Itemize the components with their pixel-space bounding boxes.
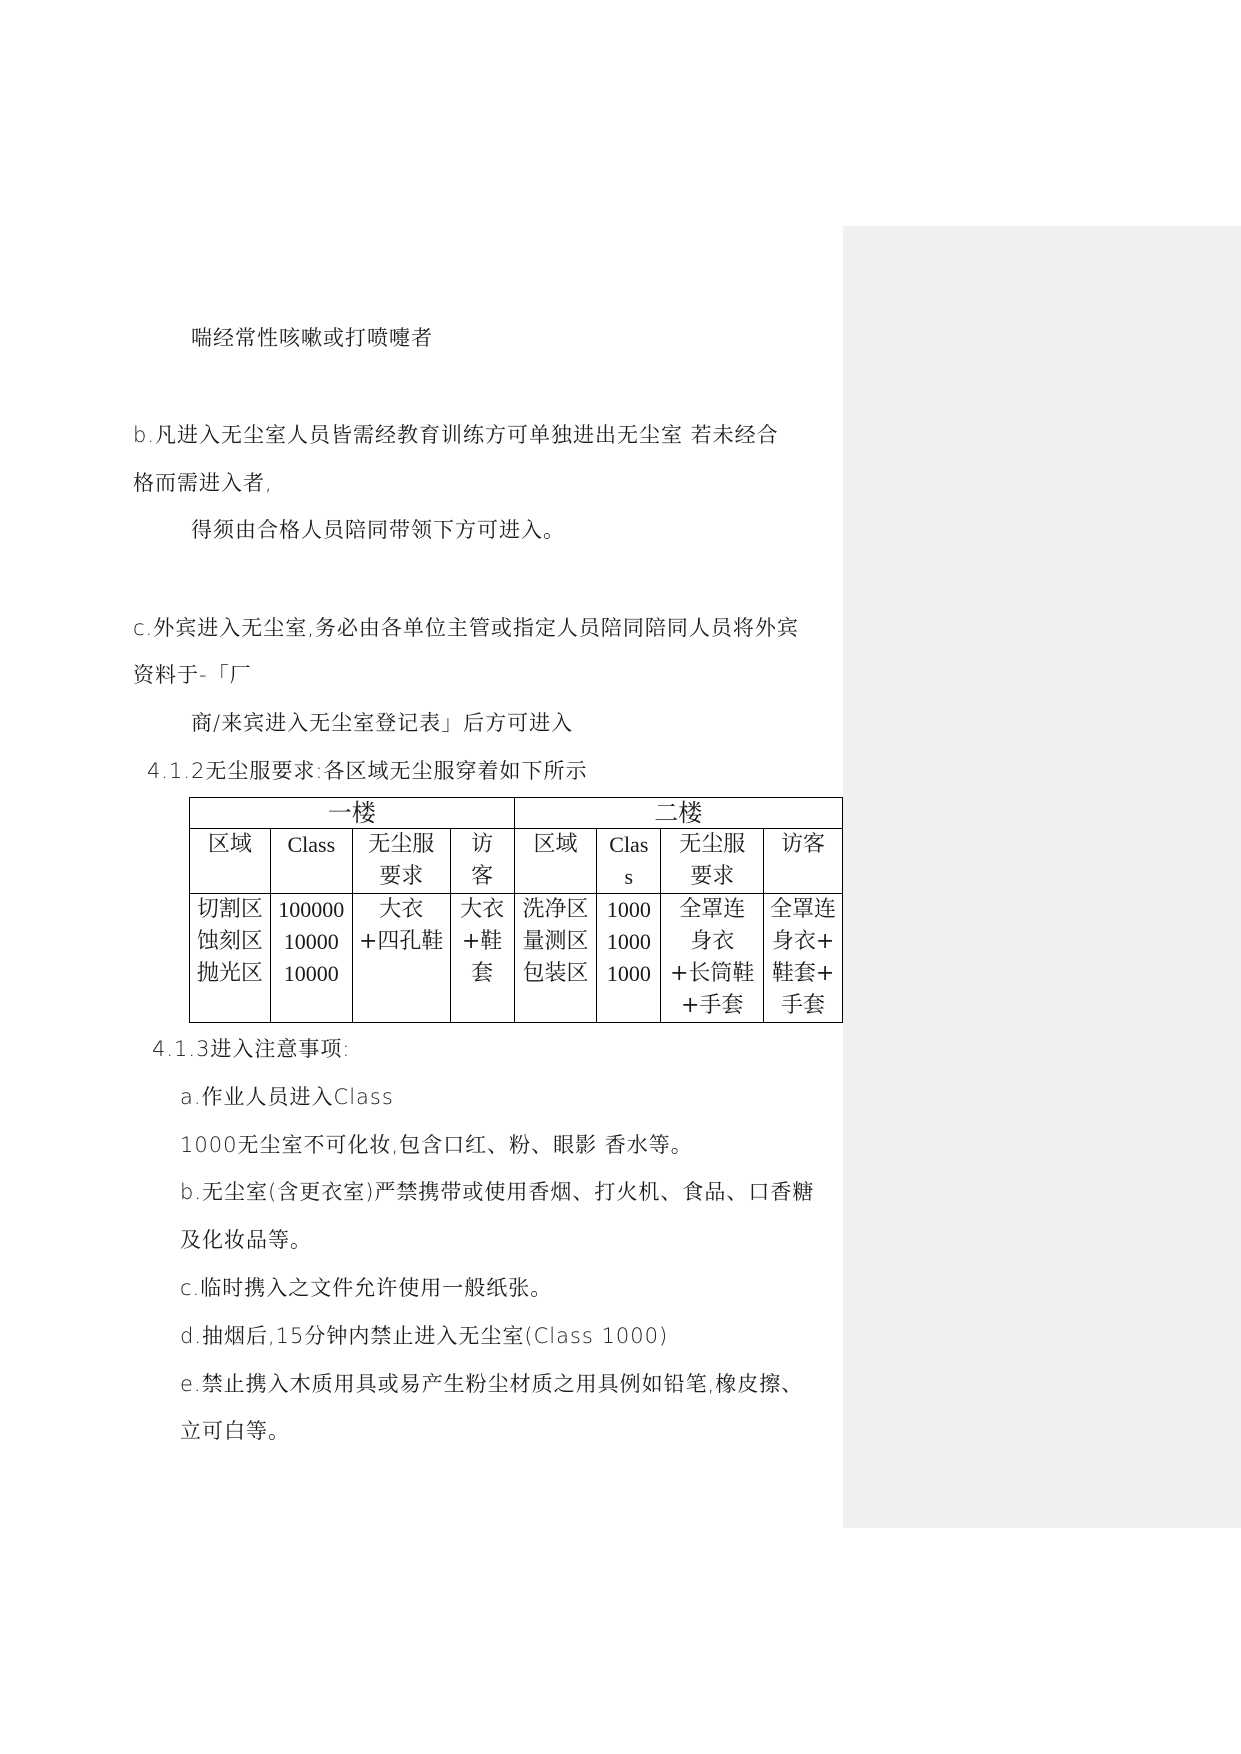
visitor-line: 全罩连 bbox=[770, 897, 837, 922]
table-header-row bbox=[190, 829, 843, 894]
area-cell: 洗净区 bbox=[522, 897, 589, 922]
visitor-line: 套 bbox=[471, 961, 494, 986]
note-line: 立可白等。 bbox=[180, 1419, 290, 1443]
class-cell: 10000 bbox=[283, 929, 339, 954]
visitor-line: +鞋 bbox=[461, 929, 503, 954]
body-line: 喘经常性咳嗽或打喷嚏者 bbox=[191, 326, 433, 350]
floor-1-header: 一楼 bbox=[190, 798, 515, 829]
area-cell: 包装区 bbox=[522, 961, 589, 986]
floor-2-classes bbox=[597, 894, 661, 1023]
class-cell: 1000 bbox=[606, 961, 651, 986]
floor-1-classes bbox=[270, 894, 352, 1023]
note-line: e.禁止携入木质用具或易产生粉尘材质之用具例如铅笔,橡皮擦、 bbox=[180, 1372, 804, 1396]
header-requirement-line: 要求 bbox=[379, 864, 424, 889]
header-visitor-line: 客 bbox=[471, 864, 494, 889]
body-line: 格而需进入者, bbox=[133, 471, 273, 495]
area-cell: 切割区 bbox=[196, 897, 263, 922]
floor-1-areas bbox=[190, 894, 271, 1023]
table-floor-row bbox=[190, 798, 843, 829]
header-requirement bbox=[661, 829, 764, 894]
floor-2-header: 二楼 bbox=[514, 798, 842, 829]
note-line: c.临时携入之文件允许使用一般纸张。 bbox=[180, 1276, 553, 1300]
header-area: 区域 bbox=[514, 829, 597, 894]
class-cell: 100000 bbox=[278, 897, 345, 922]
area-cell: 蚀刻区 bbox=[196, 929, 263, 954]
header-class-line: s bbox=[624, 864, 634, 889]
note-line: 1000无尘室不可化妆,包含口红、粉、眼影 香水等。 bbox=[180, 1133, 693, 1157]
cleanroom-garment-table bbox=[189, 797, 843, 1023]
requirement-line: 全罩连 bbox=[679, 897, 746, 922]
header-class: Class bbox=[270, 829, 352, 894]
header-class-line: Clas bbox=[609, 832, 649, 857]
requirement-line: 身衣 bbox=[690, 929, 735, 954]
body-line: 得须由合格人员陪同带领下方可进入。 bbox=[191, 518, 565, 542]
requirement-line: +手套 bbox=[680, 993, 744, 1018]
area-cell: 量测区 bbox=[522, 929, 589, 954]
note-line: a.作业人员进入Class bbox=[180, 1085, 394, 1109]
header-visitor: 访客 bbox=[764, 829, 843, 894]
notes-heading: 4.1.3进入注意事项: bbox=[152, 1037, 351, 1061]
header-requirement-line: 无尘服 bbox=[679, 832, 746, 857]
class-cell: 10000 bbox=[283, 961, 339, 986]
floor-1-visitor bbox=[450, 894, 514, 1023]
header-requirement-line: 要求 bbox=[690, 864, 735, 889]
comment-margin-pane bbox=[843, 226, 1241, 1528]
floor-2-requirement bbox=[661, 894, 764, 1023]
floor-2-visitor bbox=[764, 894, 843, 1023]
floor-2-areas bbox=[514, 894, 597, 1023]
class-cell: 1000 bbox=[606, 929, 651, 954]
visitor-line: 鞋套+ bbox=[771, 961, 835, 986]
header-visitor bbox=[450, 829, 514, 894]
visitor-line: 身衣+ bbox=[771, 929, 835, 954]
section-heading: 4.1.2无尘服要求:各区域无尘服穿着如下所示 bbox=[147, 759, 588, 783]
table-data-row bbox=[190, 894, 843, 1023]
header-class bbox=[597, 829, 661, 894]
visitor-line: 大衣 bbox=[460, 897, 505, 922]
header-requirement bbox=[352, 829, 450, 894]
visitor-line: 手套 bbox=[781, 993, 826, 1018]
floor-1-requirement bbox=[352, 894, 450, 1023]
requirement-line: 大衣 bbox=[379, 897, 424, 922]
note-line: d.抽烟后,15分钟内禁止进入无尘室(Class 1000) bbox=[180, 1324, 669, 1348]
body-line: b.凡进入无尘室人员皆需经教育训练方可单独进出无尘室 若未经合 bbox=[133, 423, 779, 447]
header-requirement-line: 无尘服 bbox=[368, 832, 435, 857]
body-line: c.外宾进入无尘室,务必由各单位主管或指定人员陪同陪同人员将外宾 bbox=[133, 616, 799, 640]
body-line: 商/来宾进入无尘室登记表」后方可进入 bbox=[191, 711, 574, 735]
header-visitor-line: 访 bbox=[471, 832, 494, 857]
note-line: b.无尘室(含更衣室)严禁携带或使用香烟、打火机、食品、口香糖 bbox=[180, 1180, 815, 1204]
header-area: 区域 bbox=[190, 829, 271, 894]
body-line: 资料于-「厂 bbox=[133, 663, 252, 687]
class-cell: 1000 bbox=[606, 897, 651, 922]
note-line: 及化妆品等。 bbox=[180, 1228, 312, 1252]
requirement-line: +长筒鞋 bbox=[669, 961, 755, 986]
area-cell: 抛光区 bbox=[196, 961, 263, 986]
requirement-line: +四孔鞋 bbox=[358, 929, 444, 954]
